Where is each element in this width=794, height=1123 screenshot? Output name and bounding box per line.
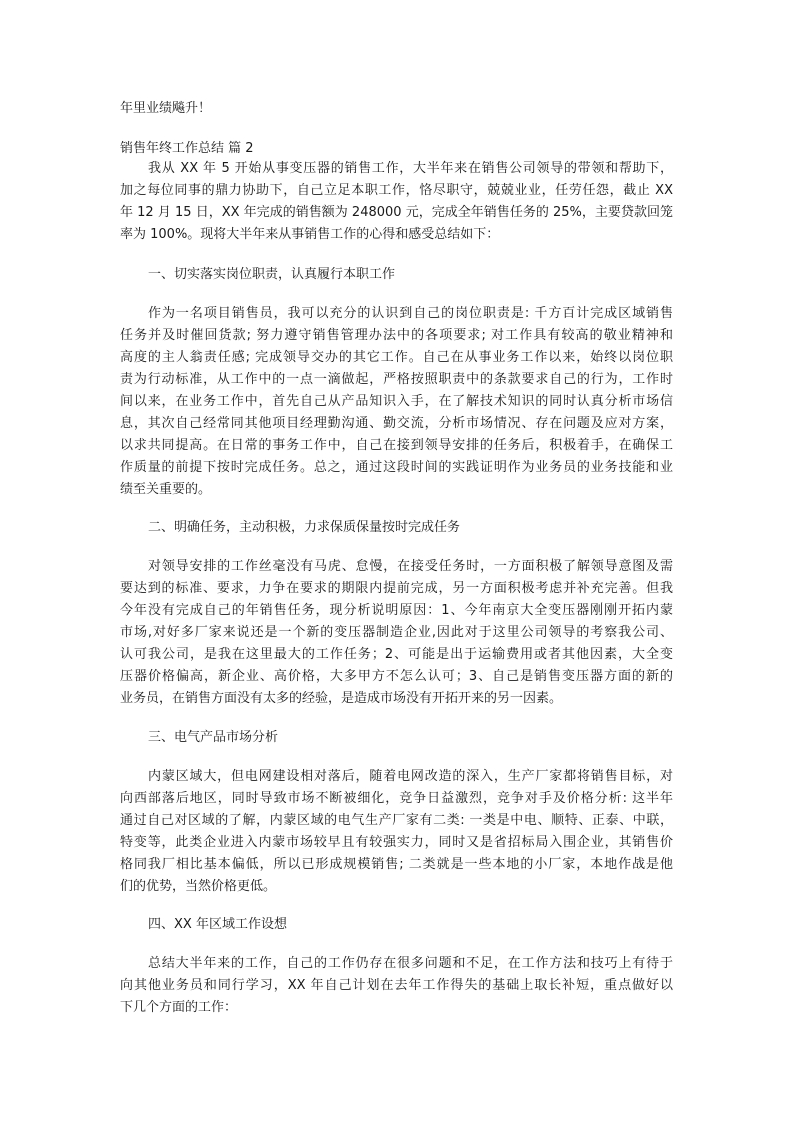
section1-line: 任务并及时催回货款; 努力遵守销售管理办法中的各项要求; 对工作具有较高的敬业精神和 — [120, 328, 673, 343]
top-line: 年里业绩飚升！ — [120, 101, 212, 116]
section2-line: 市场,对好多厂家来说还是一个新的变压器制造企业,因此对于这里公司领导的考察我公司、 — [120, 625, 673, 640]
section1-line: 作质量的前提下按时完成任务。总之，通过这段时间的实践证明作为业务员的业务技能和业 — [120, 460, 673, 475]
section-heading-3: 三、电气产品市场分析 — [148, 730, 279, 745]
doc-title: 销售年终工作总结 篇 2 — [120, 141, 254, 156]
section1-line: 责为行动标准，从工作中的一点一滴做起，严格按照职责中的条款要求自己的行为，工作时 — [120, 372, 673, 387]
intro-line: 年 12 月 15 日，XX 年完成的销售额为 248000 元，完成全年销售任务的 25%，主要贷款回笼 — [120, 205, 673, 220]
section3-line: 特变等，此类企业进入内蒙市场较早且有较强实力，同时又是省招标局入围企业，其销售价 — [120, 835, 673, 850]
section3-line: 内蒙区域大，但电网建设相对落后，随着电网改造的深入，生产厂家都将销售目标，对 — [148, 769, 673, 784]
section2-line: 压器价格偏高，新企业、高价格，大多甲方不怎么认可；3、自己是销售变压器方面的新的 — [120, 669, 673, 684]
section3-line: 们的优势，当然价格更低。 — [120, 879, 277, 894]
section1-line: 绩至关重要的。 — [120, 482, 212, 497]
section2-line: 对领导安排的工作丝毫没有马虎、怠慢，在接受任务时，一方面积极了解领导意图及需 — [148, 559, 673, 574]
section4-line: 总结大半年来的工作，自己的工作仍存在很多问题和不足，在工作方法和技巧上有待于 — [148, 956, 673, 971]
section1-line: 以求共同提高。在日常的事务工作中，自己在接到领导安排的任务后，积极着手，在确保工 — [120, 438, 673, 453]
section-heading-1: 一、切实落实岗位职责，认真履行本职工作 — [148, 267, 396, 282]
section2-line: 要达到的标准、要求，力争在要求的期限内提前完成，另一方面积极考虑并补充完善。但我 — [120, 581, 673, 596]
section2-line: 今年没有完成自己的年销售任务，现分析说明原因：1、今年南京大全变压器刚刚开拓内蒙 — [120, 603, 673, 618]
section4-line: 下几个方面的工作： — [120, 1000, 238, 1015]
section1-line: 高度的主人翁责任感; 完成领导交办的其它工作。自己在从事业务工作以来，始终以岗位职 — [120, 350, 673, 365]
section4-line: 向其他业务员和同行学习，XX 年自己计划在去年工作得失的基础上取长补短，重点做好以 — [120, 978, 673, 993]
section3-line: 向西部落后地区，同时导致市场不断被细化，竞争日益激烈，竞争对手及价格分析: 这半年 — [120, 791, 673, 806]
section2-line: 认可我公司，是我在这里最大的工作任务；2、可能是出于运输费用或者其他因素，大全变 — [120, 647, 673, 662]
intro-line: 我从 XX 年 5 开始从事变压器的销售工作，大半年来在销售公司领导的带领和帮助下， — [148, 161, 673, 176]
section1-line: 间以来，在业务工作中，首先自己从产品知识入手，在了解技术知识的同时认真分析市场信 — [120, 394, 673, 409]
section3-line: 通过自己对区域的了解，内蒙区域的电气生产厂家有二类: 一类是中电、顺特、正泰、中联， — [120, 813, 673, 828]
section-heading-2: 二、明确任务，主动积极，力求保质保量按时完成任务 — [148, 520, 461, 535]
section2-line: 业务员，在销售方面没有太多的经验，是造成市场没有开拓开来的另一因素。 — [120, 691, 563, 706]
section1-line: 息，其次自己经常同其他项目经理勤沟通、勤交流，分析市场情况、存在问题及应对方案， — [120, 416, 673, 431]
section-heading-4: 四、XX 年区域工作设想 — [148, 917, 287, 932]
section3-line: 格同我厂相比基本偏低，所以已形成规模销售; 二类就是一些本地的小厂家，本地作战是他 — [120, 857, 673, 872]
intro-line: 加之每位同事的鼎力协助下，自己立足本职工作，恪尽职守，兢兢业业，任劳任怨，截止 XX — [120, 183, 673, 198]
section1-line: 作为一名项目销售员，我可以充分的认识到自己的岗位职责是: 千方百计完成区域销售 — [148, 306, 673, 321]
intro-line: 率为 100%。现将大半年来从事销售工作的心得和感受总结如下： — [120, 227, 500, 242]
